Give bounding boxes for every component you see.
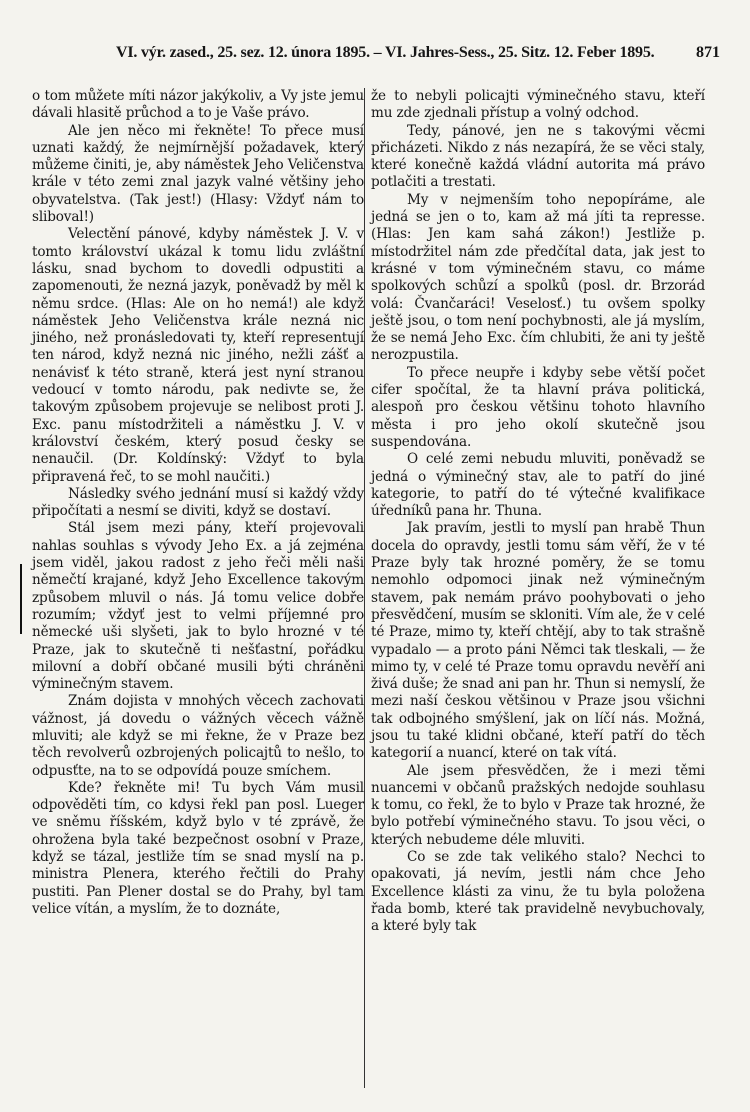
paragraph: Tedy, pánové, jen ne s takovými věcmi přicházeti. Nikdo z nás nezapírá, že se věci staly, které konečně každá vládní autorita má právo potlačiti a trestati. <box>371 122 705 191</box>
paragraph: o tom můžete míti názor jakýkoliv, a Vy jste jemu dávali hlasitě průchod a to je Vaše právo. <box>32 88 364 122</box>
header-title: VI. výr. zased., 25. sez. 12. února 1895. – VI. Jahres-Sess., 25. Sitz. 12. Feber 1895. <box>116 44 655 61</box>
paragraph: Následky svého jednání musí si každý vždy připočítati a nesmí se diviti, když se dostaví. <box>32 485 364 520</box>
paragraph: Co se zde tak velikého stalo? Nechci to opakovati, já nevím, jestli nám chce Jeho Excellence klásti za vinu, že tu byla položena řada bomb, které tak pravidelně nevybuchovaly, a které byly tak <box>371 849 705 935</box>
column-divider <box>364 88 365 1088</box>
paragraph: Ale jsem přesvědčen, že i mezi těmi nuancemi v občanů pražských nedojde souhlasu k tomu, co řekl, že to bylo v Praze tak hrozné, že bylo potřebí výminečného stavu. To jsou věci, o kterých nebudeme déle mluviti. <box>371 762 705 848</box>
running-header <box>30 44 720 68</box>
paragraph: Jak pravím, jestli to myslí pan hrabě Thun docela do opravdy, jestli tomu sám věří, že v té Praze byly tak hrozné poměry, že se tomu nemohlo odpomoci jinak než výminečným stavem, pak nemám právo poohybovati o jeho přesvědčení, musím se skloniti. Vím ale, že v celé té Praze, mimo ty, kteří chtějí, aby to tak strašně vypadalo — a proto páni Němci tak tleskali, — že mimo ty, v celé té Praze tomu opravdu nevěří ani živá duše; že snad ani pan hr. Thun si nemyslí, že mezi naší českou většinou v Praze jsou všichni tak odbojného smýšlení, jak on líčí nás. Možná, jsou tu také klidni občané, kteří patří do těch kategorií a nuancí, které on tak vítá. <box>371 520 705 762</box>
margin-mark <box>20 564 22 634</box>
paragraph: O celé zemi nebudu mluviti, poněvadž se jedná o výminečný stav, ale to patří do jiné kategorie, to patří do té výtečné kvalifikace úředníků pana hr. Thuna. <box>371 451 705 520</box>
paragraph: Kde? řekněte mi! Tu bych Vám musil odpověděti tím, co kdysi řekl pan posl. Lueger ve sněmu říšském, když bylo v té zprávě, že ohrožena byla také bezpečnost osobní v Praze, když se tázal, jestliže tím se snad myslí na p. ministra Plenera, kterého řečtili do Prahy pustiti. Pan Plener dostal se do Prahy, byl tam velice vítán, a myslím, že to doznáte, <box>32 779 364 917</box>
paragraph: My v nejmenším toho nepopíráme, ale jedná se jen o to, kam až má jíti ta represse. (Hlas: Jen kam sahá zákon!) Jestliže p. místodržitel nám zde předčítal data, jak jest to krásné v tom výminečném stavu, co máme spolkových schůzí a spolků (posl. dr. Brzorád volá: Čvančaráci! Veselosť.) tu ovšem spolky ještě jsou, o tom není pochybnosti, ale já myslím, že se nemá Jeho Exc. čím chlubiti, že ani ty ještě nerozpustila. <box>371 191 705 364</box>
page-number: 871 <box>696 44 720 61</box>
paragraph: Znám dojista v mnohých věcech zachovati vážnost, já dovedu o vážných věcech vážně mluviti; ale když se mi řekne, že v Praze bez těch revolverů ozbrojených policajtů to nešlo, to odpusťte, na to se odpovídá pouze smíchem. <box>32 693 364 779</box>
paragraph: Stál jsem mezi pány, kteří projevovali nahlas souhlas s vývody Jeho Ex. a já zejména jsem viděl, jakou radost z jeho řeči měli naši němečtí krajané, když Jeho Excellence takovým způsobem mluvil o nás. Já tomu velice dobře rozumím; vždyť jest to velmi příjemné pro německé uši slyšeti, jak to bylo hrozné v té Praze, jak to skutečně ti nešťastní, pořádku milovní a dobří občané musili býti chráněni výminečným stavem. <box>32 520 364 693</box>
paragraph: že to nebyli policajti výminečného stavu, kteří mu zde zjednali přístup a volný odchod. <box>371 88 705 122</box>
paragraph: To přece neupře i kdyby sebe větší počet cifer spočítal, že ta hlavní práva politická, alespoň pro českou většinu tohoto hlavního města i pro jeho okolí skutečně jsou suspendována. <box>371 364 705 450</box>
left-column <box>32 88 364 918</box>
paragraph: Ale jen něco mi řekněte! To přece musí uznati každý, že nejmírnější požadavek, který můžeme činiti, je, aby náměstek Jeho Veličenstva krále v této zemi znal jazyk valné většiny jeho obyvatelstva. (Tak jest!) (Hlasy: Vždyť nám to sliboval!) <box>32 122 364 226</box>
paragraph: Velectění pánové, kdyby náměstek J. V. v tomto království ukázal k tomu lidu zvláštní lásku, snad bychom to dovedli odpustiti a zapomenouti, že nezná jazyk, poněvadž by měl k němu srdce. (Hlas: Ale on ho nemá!) ale když náměstek Jeho Veličenstva krále nezná nic jiného, než pronásledovati ty, kteří representují ten národ, když nezná nic jiného, nežli zášť a nenávisť k této straně, která jest nyní stranou vedoucí v tomto národu, pak nedivte se, že takovým způsobem projevuje se nelibost proti J. Exc. panu místodržiteli a náměstku J. V. v království českém, který posud česky se nenaučil. (Dr. Koldínský: Vždyť to byla připravená řeč, to se mohl naučiti.) <box>32 226 364 485</box>
right-column <box>371 88 705 936</box>
